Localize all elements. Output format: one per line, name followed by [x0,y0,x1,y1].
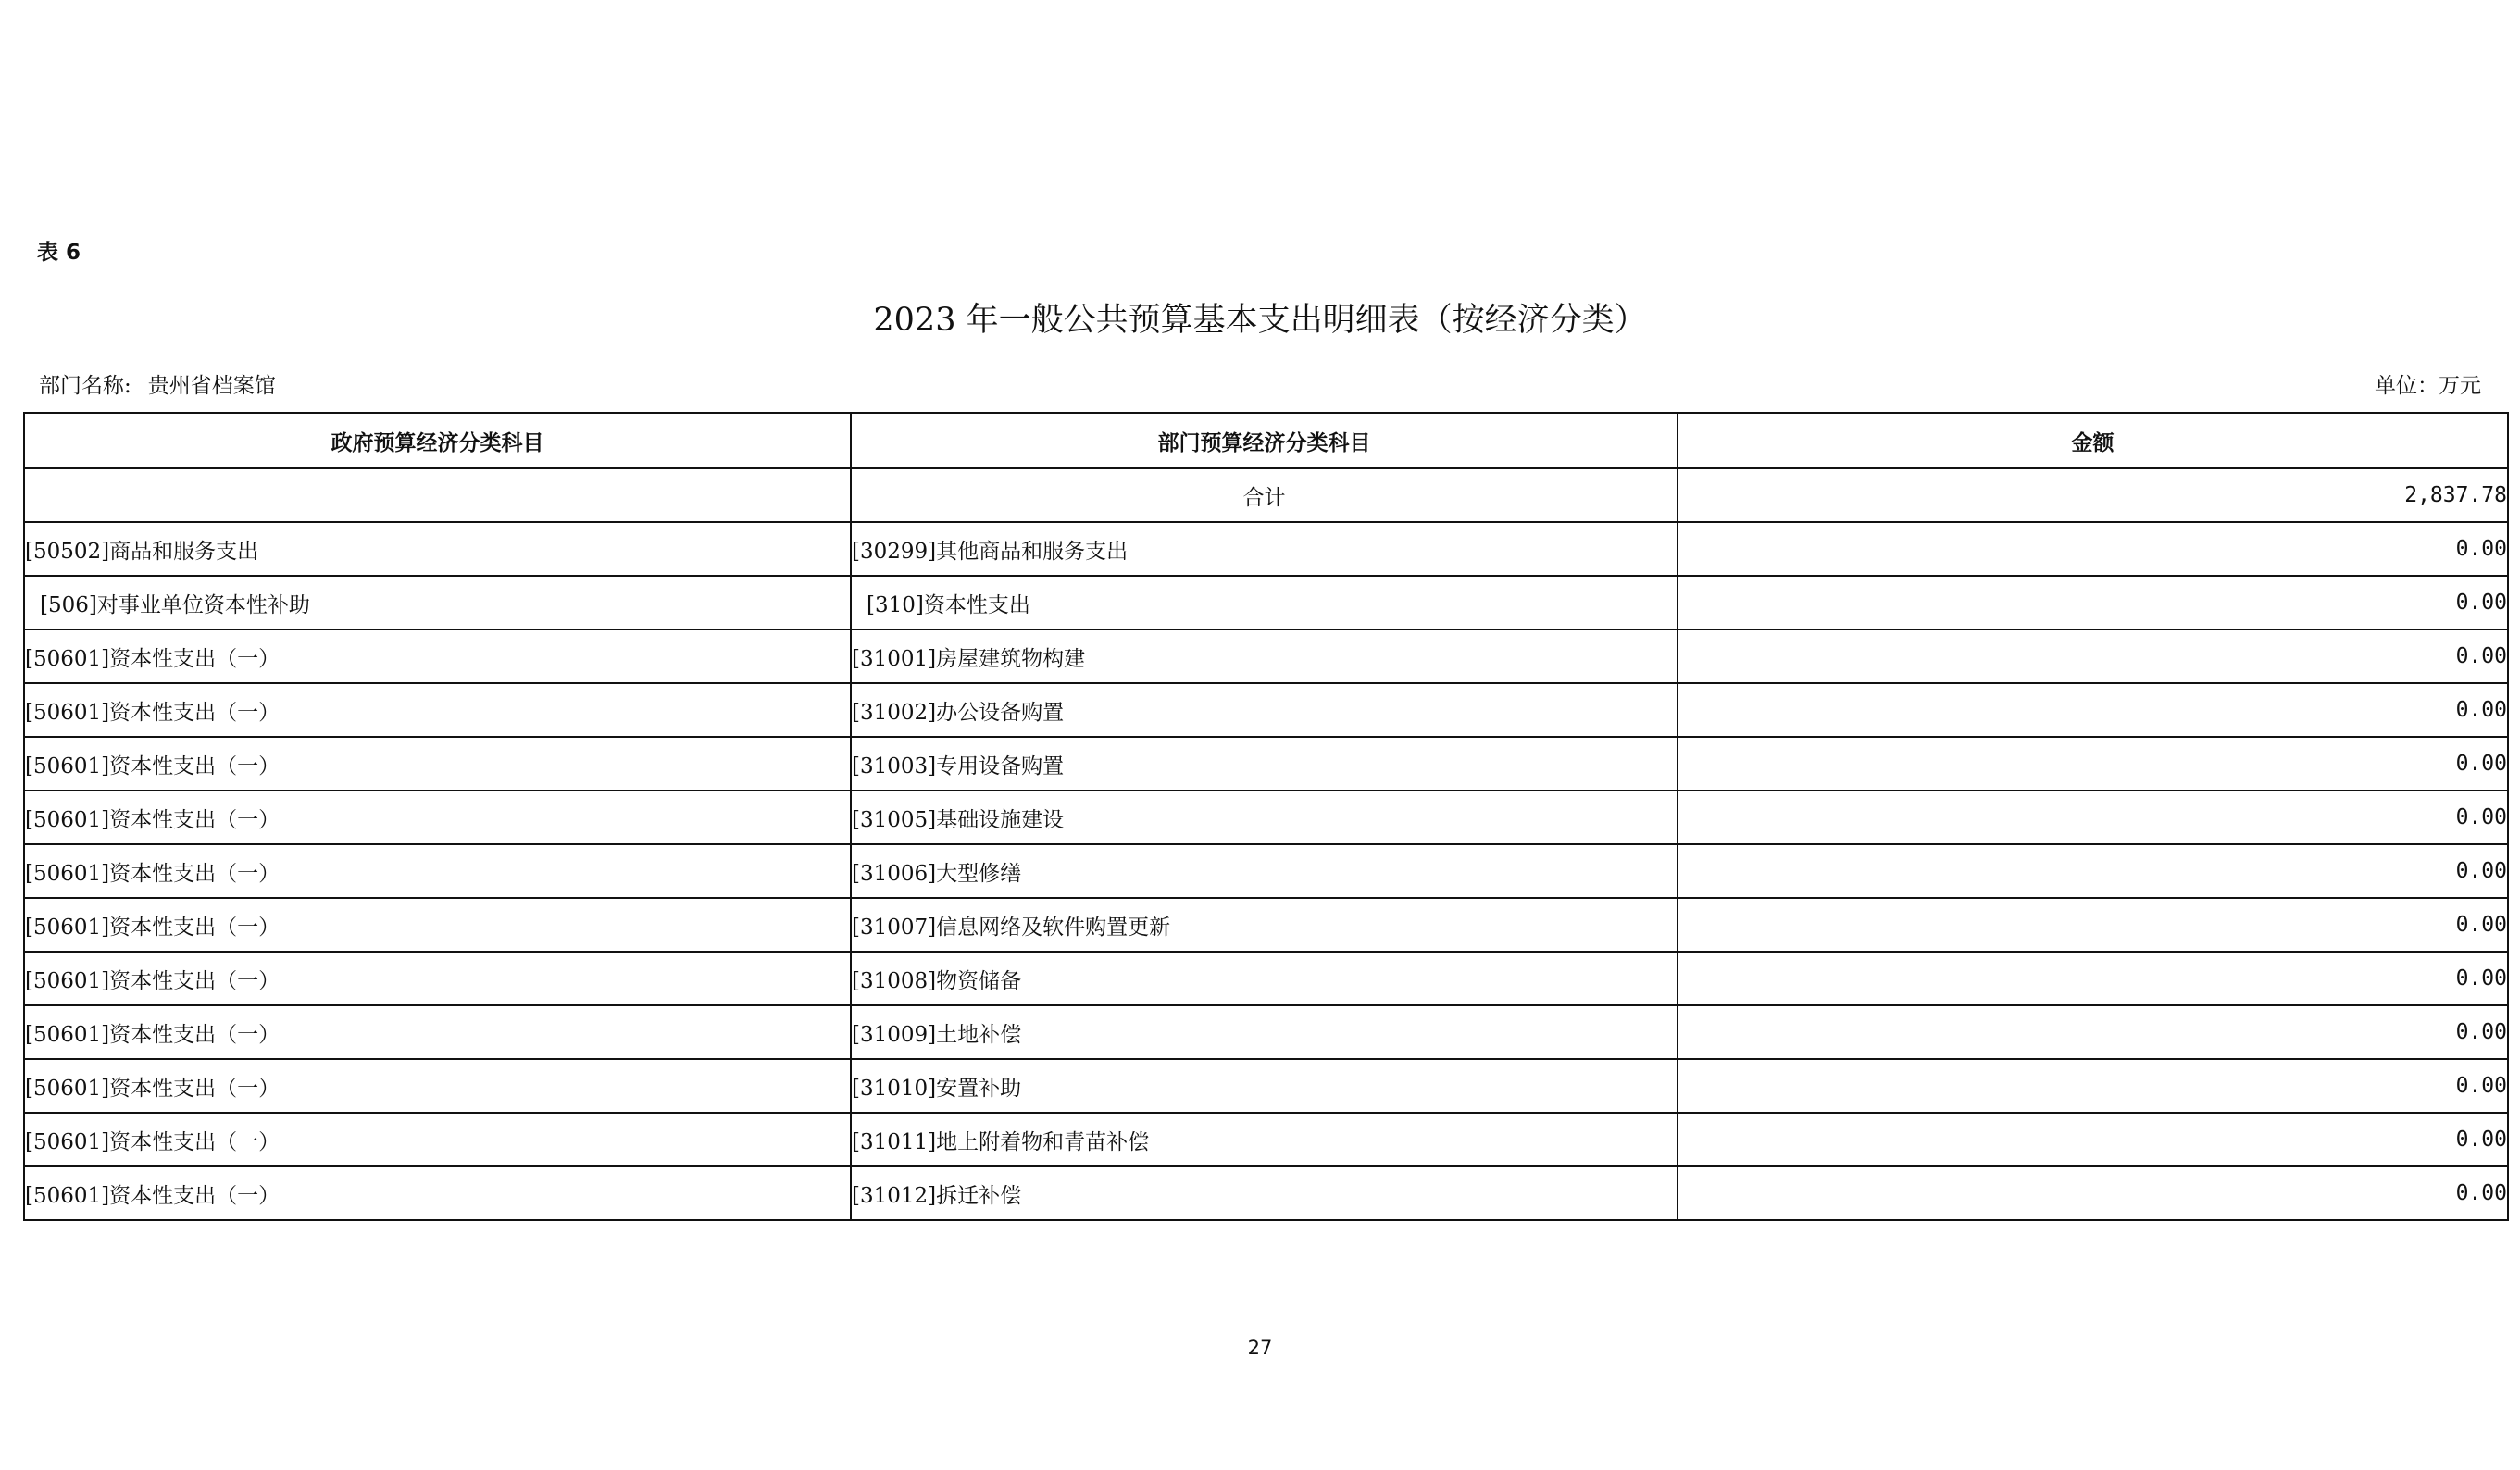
gov-category-cell: [506]对事业单位资本性补助 [24,576,851,629]
header-dept-category: 部门预算经济分类科目 [851,413,1678,468]
header-gov-category: 政府预算经济分类科目 [24,413,851,468]
department-label: 部门名称: [39,374,131,398]
dept-category-cell: [31005]基础设施建设 [851,791,1678,844]
dept-category-cell: [31003]专用设备购置 [851,737,1678,791]
gov-category-cell: [50601]资本性支出（一） [24,898,851,952]
table-row [24,629,2508,683]
gov-category-cell: [50601]资本性支出（一） [24,629,851,683]
total-row [24,468,2508,522]
dept-category-cell: [31001]房屋建筑物构建 [851,629,1678,683]
table-row [24,1113,2508,1166]
total-gov-cell [24,468,851,522]
dept-category-cell: [31011]地上附着物和青苗补偿 [851,1113,1678,1166]
expenditure-table [23,412,2509,1221]
unit-label: 单位：万元 [2375,374,2481,398]
table-row [24,737,2508,791]
department-info [39,368,276,399]
amount-cell: 0.00 [1678,522,2508,576]
amount-cell: 0.00 [1678,791,2508,844]
department-name: 贵州省档案馆 [147,374,276,398]
table-header-row [24,413,2508,468]
gov-category-cell: [50601]资本性支出（一） [24,791,851,844]
gov-category-cell: [50601]资本性支出（一） [24,1166,851,1220]
dept-category-cell: [31012]拆迁补偿 [851,1166,1678,1220]
amount-cell: 0.00 [1678,629,2508,683]
gov-category-cell: [50601]资本性支出（一） [24,1113,851,1166]
page-title: 2023 年一般公共预算基本支出明细表（按经济分类） [873,302,1647,339]
gov-category-cell: [50601]资本性支出（一） [24,1005,851,1059]
page-number: 27 [1247,1337,1273,1359]
amount-cell: 0.00 [1678,737,2508,791]
amount-cell: 0.00 [1678,1166,2508,1220]
dept-category-cell: [31009]土地补偿 [851,1005,1678,1059]
amount-cell: 0.00 [1678,952,2508,1005]
dept-category-cell: [31007]信息网络及软件购置更新 [851,898,1678,952]
gov-category-cell: [50601]资本性支出（一） [24,1059,851,1113]
dept-category-cell: [31010]安置补助 [851,1059,1678,1113]
amount-cell: 0.00 [1678,898,2508,952]
amount-cell: 0.00 [1678,1005,2508,1059]
table-row [24,1005,2508,1059]
gov-category-cell: [50601]资本性支出（一） [24,952,851,1005]
gov-category-cell: [50601]资本性支出（一） [24,737,851,791]
dept-category-cell: [30299]其他商品和服务支出 [851,522,1678,576]
table-row [24,576,2508,629]
table-row [24,1059,2508,1113]
dept-category-cell: [31008]物资储备 [851,952,1678,1005]
total-amount: 2,837.78 [1678,468,2508,522]
gov-category-cell: [50601]资本性支出（一） [24,683,851,737]
table-row [24,791,2508,844]
amount-cell: 0.00 [1678,1113,2508,1166]
amount-cell: 0.00 [1678,1059,2508,1113]
dept-category-cell: [31006]大型修缮 [851,844,1678,898]
table-row [24,522,2508,576]
total-label: 合计 [851,468,1678,522]
amount-cell: 0.00 [1678,576,2508,629]
table-number-label: 表 6 [37,241,81,265]
table-row [24,1166,2508,1220]
table-row [24,844,2508,898]
amount-cell: 0.00 [1678,844,2508,898]
table-row [24,952,2508,1005]
amount-cell: 0.00 [1678,683,2508,737]
header-amount: 金额 [1678,413,2508,468]
gov-category-cell: [50502]商品和服务支出 [24,522,851,576]
table-row [24,683,2508,737]
gov-category-cell: [50601]资本性支出（一） [24,844,851,898]
table-row [24,898,2508,952]
dept-category-cell: [31002]办公设备购置 [851,683,1678,737]
dept-category-cell: [310]资本性支出 [851,576,1678,629]
